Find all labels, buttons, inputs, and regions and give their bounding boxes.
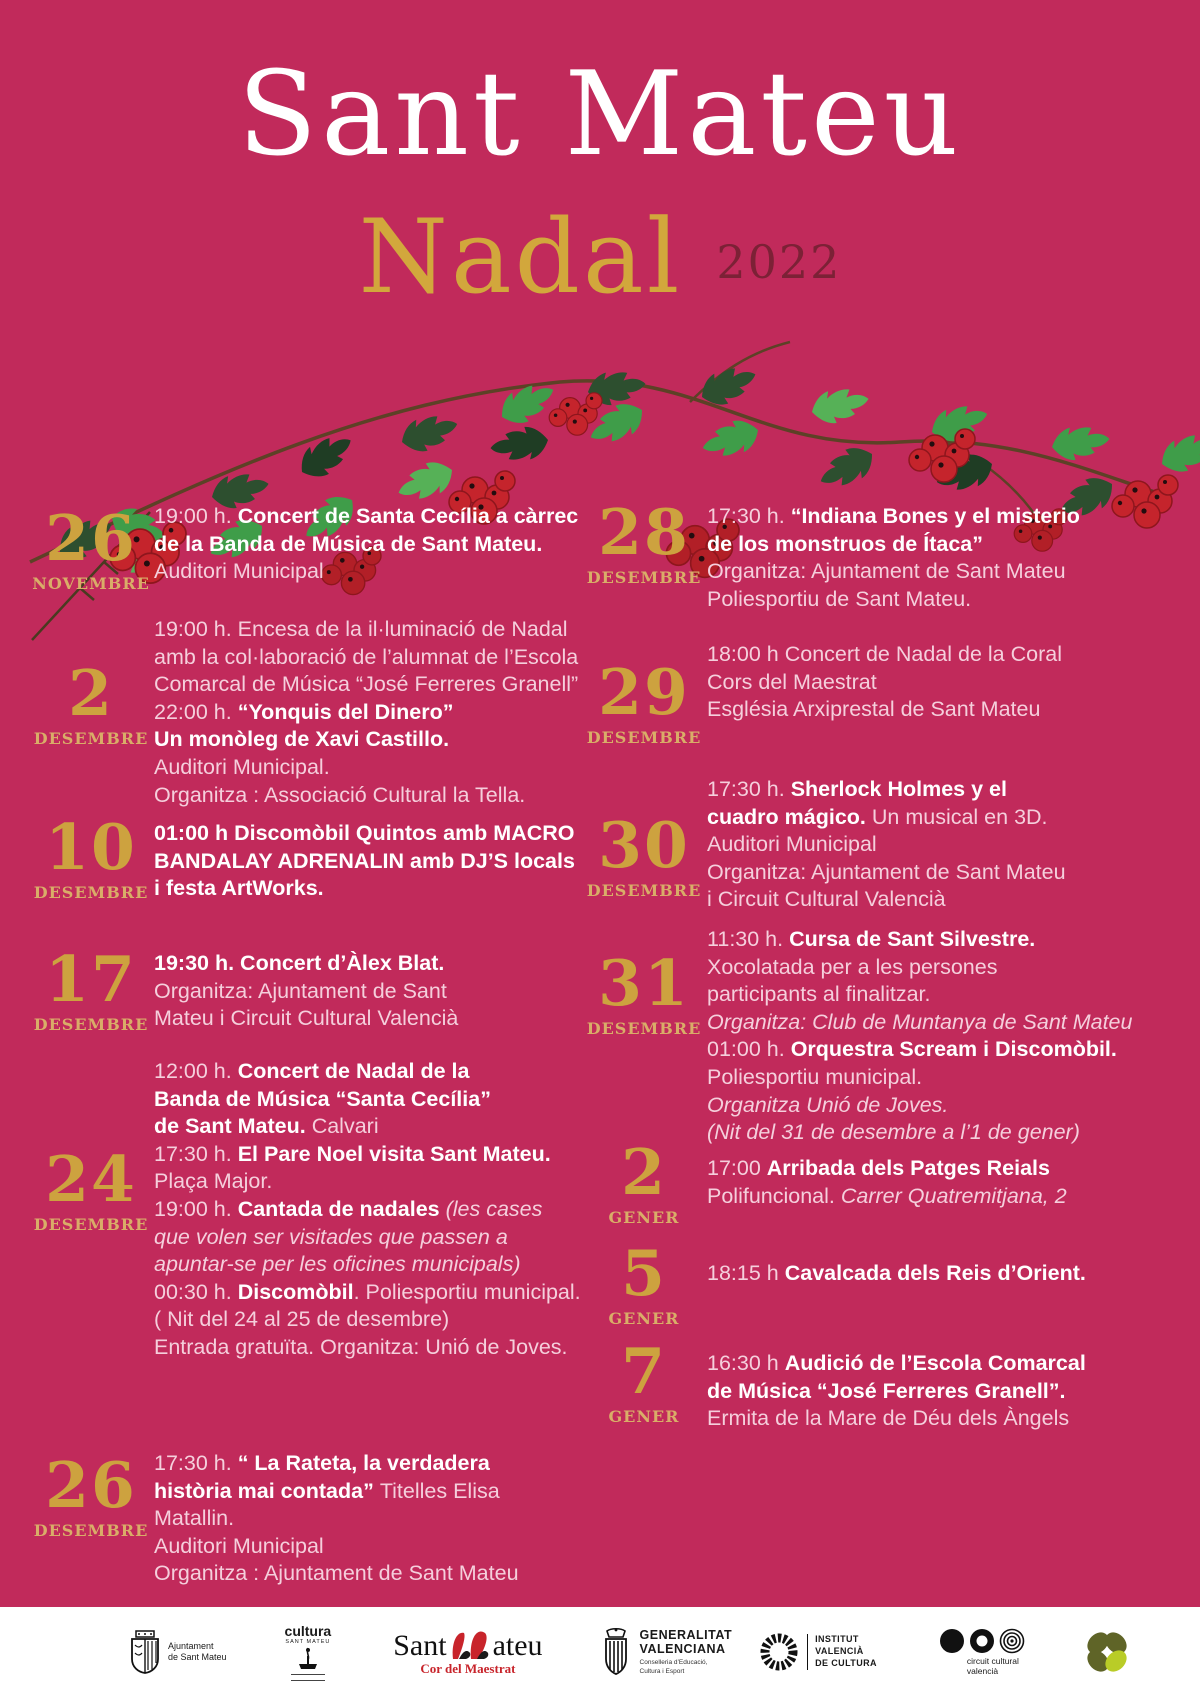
event-detail-line <box>707 1378 1165 1406</box>
event-text-run: “Indiana Bones y el misterio <box>790 504 1080 528</box>
event-date <box>32 1142 150 1234</box>
generalitat-label <box>640 1628 733 1677</box>
event-day-number: 31 <box>598 946 690 1020</box>
event-day-number: 26 <box>45 1448 137 1522</box>
event-text-run: Organitza : Associació Cultural la Tella. <box>154 782 526 807</box>
event-text-run: Discomòbil <box>237 1279 354 1304</box>
event-day-number: 28 <box>598 495 690 569</box>
event-24-desembre <box>32 1058 584 1362</box>
poster-subtitle: Nadal <box>358 198 683 317</box>
event-date <box>585 946 703 1038</box>
circuit-cultural-valencia-logo <box>939 1628 1025 1676</box>
event-26-desembre <box>32 1450 584 1588</box>
event-text-run: Organitza: Ajuntament de Sant <box>154 978 447 1003</box>
event-text-run: Concert de Santa Cecília a càrrec <box>237 504 579 528</box>
event-date <box>32 501 150 593</box>
event-text-run: Cors del Maestrat <box>707 669 877 694</box>
event-detail-line <box>154 1533 584 1561</box>
event-7-gener <box>585 1334 1165 1433</box>
event-date <box>585 1135 703 1227</box>
institut-label <box>807 1634 877 1669</box>
event-details <box>154 1058 584 1362</box>
event-date <box>585 808 703 900</box>
event-detail-line <box>154 754 584 782</box>
event-text-run: 19:00 h. Encesa de la il·luminació de Nadal <box>154 617 568 641</box>
event-details <box>154 1450 584 1588</box>
institut-label-line3: DE CULTURA <box>815 1657 877 1668</box>
event-detail-line <box>154 1279 584 1307</box>
event-text-run: Titelles Elisa Matallin. <box>154 1478 500 1531</box>
cultura-pictogram-icon <box>293 1646 323 1672</box>
cultura-subtitle: SANT MATEU <box>285 1638 331 1645</box>
event-detail-line <box>707 1155 1165 1183</box>
event-text-run: Auditori Municipal. <box>154 754 330 779</box>
event-day-number: 2 <box>68 656 114 730</box>
ajuntament-coat-of-arms-icon <box>128 1629 162 1675</box>
poster-subtitle-row <box>0 198 1200 317</box>
event-detail-line <box>154 1560 584 1588</box>
event-text-run: Ermita de la Mare de Déu dels Àngels <box>707 1406 1070 1431</box>
event-details <box>154 503 584 586</box>
event-text-run: que volen ser visitades que passen a <box>154 1224 508 1249</box>
event-month-label: GENER <box>608 1406 680 1426</box>
event-detail-line <box>154 782 584 810</box>
event-date <box>32 942 150 1034</box>
event-17-desembre <box>32 942 584 1034</box>
institut-valencia-cultura-logo <box>758 1631 877 1673</box>
event-detail-line <box>154 699 584 727</box>
event-text-run: Organitza: Club de Muntanya de Sant Mateu <box>707 1009 1133 1034</box>
event-detail-line <box>154 1196 584 1224</box>
event-details <box>154 616 584 809</box>
event-text-run: Organitza : Ajuntament de Sant Mateu <box>154 1561 519 1586</box>
event-month-label: DESEMBRE <box>586 727 702 747</box>
event-detail-line <box>707 981 1165 1009</box>
circuit-dots-icon <box>939 1628 1025 1654</box>
event-month-label: DESEMBRE <box>33 728 149 748</box>
event-text-run: de Sant Mateu. <box>154 1114 312 1139</box>
event-detail-line <box>154 1058 584 1086</box>
ajuntament-label-line2: de Sant Mateu <box>168 1652 227 1662</box>
institut-circle-icon <box>758 1631 800 1673</box>
event-text-run: i festa ArtWorks. <box>154 876 324 901</box>
generalitat-label-line1: GENERALITAT <box>639 1627 733 1642</box>
event-detail-line <box>707 1036 1165 1064</box>
event-text-run: Poliesportiu de Sant Mateu. <box>707 586 972 611</box>
event-text-run: Un monòleg de Xavi Castillo. <box>154 727 450 752</box>
event-detail-line <box>154 1168 584 1196</box>
event-detail-line <box>154 1005 584 1033</box>
event-text-run: Auditori Municipal <box>154 559 324 584</box>
event-text-run: de Música “José Ferreres Granell”. <box>707 1378 1066 1403</box>
event-day-number: 30 <box>598 808 690 882</box>
event-month-label: DESEMBRE <box>586 567 702 587</box>
event-text-run: Comarcal de Música “José Ferreres Granell” <box>154 672 579 697</box>
event-text-run: (Nit del 31 de desembre a l’1 de gener) <box>707 1120 1080 1145</box>
ajuntament-label-line1: Ajuntament <box>168 1640 214 1651</box>
ajuntament-label <box>168 1641 227 1664</box>
event-detail-line <box>707 1092 1165 1120</box>
event-text-run: 17:30 h. <box>154 1141 238 1166</box>
event-detail-line <box>154 616 584 644</box>
event-details <box>707 776 1165 914</box>
generalitat-valenciana-logo <box>599 1627 733 1677</box>
event-month-label: GENER <box>608 1308 680 1328</box>
event-day-number: 24 <box>45 1142 137 1216</box>
event-text-run: Calvari <box>311 1114 379 1139</box>
event-text-run: Orquestra Scream i Discomòbil. <box>790 1037 1117 1062</box>
event-detail-line <box>154 1334 584 1362</box>
event-text-run: 19:00 h. <box>154 1196 238 1221</box>
event-detail-line <box>707 859 1165 887</box>
generalitat-label-line2: VALENCIANA <box>639 1642 726 1657</box>
event-text-run: 22:00 h. <box>154 699 238 724</box>
event-text-run: 17:30 h. <box>707 777 791 801</box>
event-detail-line <box>707 696 1165 724</box>
event-detail-line <box>154 875 584 903</box>
poster-title: Sant Mateu <box>237 47 963 182</box>
event-detail-line <box>707 831 1165 859</box>
event-text-run: de la Banda de Música de Sant Mateu. <box>154 531 543 556</box>
sant-mateu-logo-m-icon <box>447 1627 493 1661</box>
event-detail-line <box>707 558 1165 586</box>
event-details <box>154 820 584 903</box>
event-text-run: Arribada dels Patges Reials <box>766 1156 1050 1180</box>
event-2-gener <box>585 1135 1165 1227</box>
event-text-run: Banda de Música “Santa Cecília” <box>154 1086 491 1111</box>
event-month-label: DESEMBRE <box>33 882 149 902</box>
event-month-label: GENER <box>608 1207 680 1227</box>
event-text-run: Un musical en 3D. <box>871 804 1048 829</box>
event-text-run: ( Nit del 24 al 25 de desembre) <box>154 1307 450 1332</box>
event-text-run: història mai contada” <box>154 1478 380 1503</box>
clover-icon <box>1081 1626 1133 1678</box>
event-text-run: 12:00 h. <box>154 1059 238 1083</box>
event-text-run: Entrada gratuïta. Organitza: Unió de Joves. <box>154 1334 568 1359</box>
event-detail-line <box>707 586 1165 614</box>
event-detail-line <box>154 1224 584 1252</box>
event-text-run: “Yonquis del Dinero” <box>237 699 454 724</box>
event-text-run: (les cases <box>445 1196 543 1221</box>
event-date <box>585 1236 703 1328</box>
event-detail-line <box>154 1086 584 1114</box>
event-detail-line <box>707 503 1165 531</box>
event-text-run: Organitza: Ajuntament de Sant Mateu <box>707 559 1066 584</box>
event-text-run: 00:30 h. <box>154 1279 238 1304</box>
event-31-desembre <box>585 926 1165 1147</box>
circuit-label-line2: valencià <box>966 1666 999 1676</box>
sant-mateu-cor-del-maestrat-logo <box>393 1627 542 1677</box>
event-2-desembre <box>32 616 584 809</box>
event-detail-line <box>154 820 584 848</box>
event-text-run: Auditori Municipal <box>707 832 877 857</box>
event-detail-line <box>707 669 1165 697</box>
event-text-run: Església Arxiprestal de Sant Mateu <box>707 697 1041 722</box>
event-text-run: 18:15 h <box>707 1261 785 1285</box>
event-day-number: 29 <box>598 655 690 729</box>
event-text-run: 17:00 <box>707 1156 767 1180</box>
event-day-number: 17 <box>45 942 137 1016</box>
event-text-run: BANDALAY ADRENALIN amb DJ’S locals <box>154 848 575 873</box>
ajuntament-sant-mateu-logo <box>128 1629 227 1675</box>
sant-mateu-word-left: Sant <box>393 1629 447 1662</box>
sponsor-footer <box>0 1607 1200 1697</box>
event-text-run: Concert de Nadal de la <box>237 1059 470 1083</box>
event-month-label: DESEMBRE <box>586 1018 702 1038</box>
event-detail-line <box>154 1113 584 1141</box>
event-detail-line <box>154 531 584 559</box>
event-details <box>707 641 1165 724</box>
event-text-run: apuntar-se per les oficines municipals) <box>154 1252 521 1277</box>
event-detail-line <box>154 1450 584 1478</box>
event-text-run: 17:30 h. <box>154 1451 238 1475</box>
event-text-run: Organitza: Ajuntament de Sant Mateu <box>707 859 1066 884</box>
event-date <box>585 495 703 587</box>
event-detail-line <box>707 1405 1165 1433</box>
event-date <box>32 656 150 748</box>
event-text-run: Plaça Major. <box>154 1169 273 1194</box>
event-text-run: Sherlock Holmes y el <box>790 777 1007 801</box>
event-text-run: . Poliesportiu municipal. <box>353 1279 581 1304</box>
generalitat-sublabel-line2: Cultura i Esport <box>639 1667 685 1675</box>
event-text-run: El Pare Noel visita Sant Mateu. <box>237 1141 551 1166</box>
event-text-run: “ La Rateta, la verdadera <box>237 1451 490 1475</box>
event-text-run: 17:30 h. <box>707 504 791 528</box>
event-text-run: Xocolatada per a les persones <box>707 954 998 979</box>
event-detail-line <box>154 558 584 586</box>
event-text-run: 19:30 h. Concert d’Àlex Blat. <box>154 951 445 975</box>
event-detail-line <box>707 1064 1165 1092</box>
event-text-run: Cavalcada dels Reis d’Orient. <box>784 1261 1086 1285</box>
circuit-label-line1: circuit cultural <box>966 1655 1019 1666</box>
event-detail-line <box>154 726 584 754</box>
event-day-number: 26 <box>45 501 137 575</box>
event-text-run: 01:00 h Discomòbil Quintos amb MACRO <box>154 821 575 845</box>
event-text-run: 01:00 h. <box>707 1037 791 1062</box>
event-text-run: Polifuncional. <box>707 1183 841 1208</box>
event-28-desembre <box>585 495 1165 613</box>
event-detail-line <box>154 848 584 876</box>
event-text-run: Auditori Municipal <box>154 1533 324 1558</box>
generalitat-emblem-icon <box>599 1627 633 1677</box>
event-details <box>154 950 584 1033</box>
event-detail-line <box>707 954 1165 982</box>
event-detail-line <box>707 641 1165 669</box>
event-text-run: Poliesportiu municipal. <box>707 1064 923 1089</box>
event-30-desembre <box>585 776 1165 914</box>
event-month-label: DESEMBRE <box>33 1214 149 1234</box>
event-text-run: Cantada de nadales <box>237 1196 446 1221</box>
event-details <box>707 1260 1165 1288</box>
event-details <box>707 1350 1165 1433</box>
event-text-run: amb la col·laboració de l’alumnat de l’Escola <box>154 644 579 669</box>
event-text-run: participants al finalitzar. <box>707 982 931 1007</box>
event-details <box>707 503 1165 613</box>
event-text-run: 16:30 h <box>707 1351 785 1375</box>
event-month-label: DESEMBRE <box>33 1014 149 1034</box>
event-detail-line <box>707 1260 1165 1288</box>
event-detail-line <box>154 503 584 531</box>
event-detail-line <box>154 978 584 1006</box>
event-detail-line <box>707 926 1165 954</box>
event-detail-line <box>154 671 584 699</box>
event-month-label: DESEMBRE <box>586 880 702 900</box>
event-detail-line <box>707 886 1165 914</box>
event-detail-line <box>154 1478 584 1533</box>
event-text-run: 11:30 h. <box>707 927 790 951</box>
event-5-gener <box>585 1236 1165 1328</box>
event-text-run: Audició de l’Escola Comarcal <box>784 1351 1086 1375</box>
event-detail-line <box>154 950 584 978</box>
event-detail-line <box>707 1183 1165 1211</box>
event-26-novembre <box>32 501 584 593</box>
event-detail-line <box>707 804 1165 832</box>
event-detail-line <box>707 776 1165 804</box>
event-date <box>32 1448 150 1540</box>
event-day-number: 7 <box>621 1334 667 1408</box>
event-text-run: Mateu i Circuit Cultural Valencià <box>154 1006 459 1031</box>
event-text-run: 18:00 h Concert de Nadal de la Coral <box>707 642 1062 666</box>
event-text-run: cuadro mágico. <box>707 804 872 829</box>
event-details <box>707 926 1165 1147</box>
event-text-run: i Circuit Cultural Valencià <box>707 887 946 912</box>
event-detail-line <box>707 1119 1165 1147</box>
sant-mateu-tagline: Cor del Maestrat <box>420 1661 516 1676</box>
circuit-label <box>939 1656 1025 1676</box>
sant-mateu-word-right: ateu <box>492 1629 543 1662</box>
event-detail-line <box>154 1251 584 1279</box>
event-10-desembre <box>32 810 584 903</box>
event-date <box>585 1334 703 1426</box>
poster-year: 2022 <box>716 235 842 289</box>
event-detail-line <box>707 1350 1165 1378</box>
cultura-wordmark: cultura <box>284 1622 332 1639</box>
event-day-number: 2 <box>621 1135 667 1209</box>
event-detail-line <box>154 1306 584 1334</box>
event-text-run: Organitza Unió de Joves. <box>707 1092 949 1117</box>
event-month-label: DESEMBRE <box>33 1520 149 1540</box>
event-day-number: 10 <box>45 810 137 884</box>
cultura-sant-mateu-logo <box>285 1624 332 1681</box>
event-29-desembre <box>585 641 1165 747</box>
cultura-smallprint <box>291 1674 325 1681</box>
event-date <box>32 810 150 902</box>
institut-label-line1: INSTITUT <box>815 1634 859 1645</box>
sant-mateu-wordmark <box>393 1627 542 1661</box>
event-detail-line <box>154 644 584 672</box>
event-text-run: Carrer Quatremitjana, 2 <box>840 1183 1067 1208</box>
clover-logo <box>1081 1626 1133 1678</box>
event-text-run: 19:00 h. <box>154 504 238 528</box>
event-details <box>707 1155 1165 1210</box>
event-detail-line <box>707 1009 1165 1037</box>
event-detail-line <box>707 531 1165 559</box>
institut-label-line2: VALENCIÀ <box>815 1646 864 1657</box>
event-day-number: 5 <box>621 1236 667 1310</box>
event-text-run: Cursa de Sant Silvestre. <box>789 927 1036 951</box>
event-date <box>585 655 703 747</box>
generalitat-sublabel-line1: Conselleria d’Educació, <box>639 1659 708 1667</box>
event-month-label: NOVEMBRE <box>32 573 150 593</box>
event-detail-line <box>154 1141 584 1169</box>
event-text-run: de los monstruos de Ítaca” <box>707 531 983 556</box>
